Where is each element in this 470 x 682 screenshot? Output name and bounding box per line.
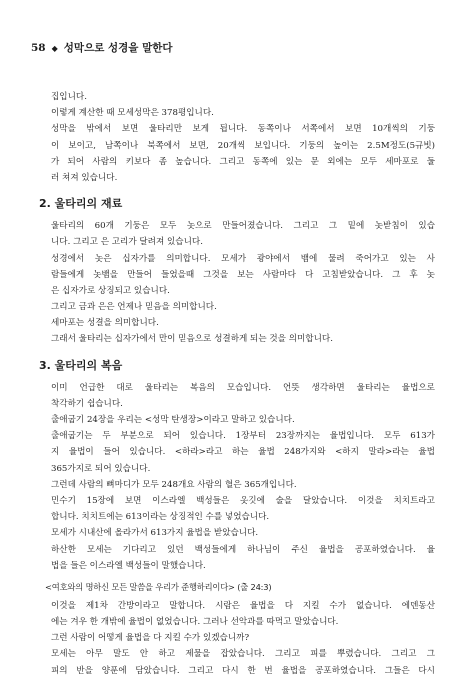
text-line: 합니다. 치치트에는 613이라는 상징적인 수를 넣었습니다. (51, 512, 270, 523)
text-line: 출애굽기는 두 부분으로 되어 있습니다. 1장부터 23장까지는 율법입니다. 모두 613가 (51, 431, 435, 442)
text-line: 모세는 아무 말도 안 하고 제물을 잡았습니다. 그리고 피를 뿌렸습니다. 그리고 그 (51, 649, 435, 660)
text-line: 법을 들은 이스라엘 백성들이 말했습니다. (51, 560, 206, 571)
text-line: 에는 겨우 한 개밖에 율법이 없었습니다. 그러나 선악과를 따먹고 말았습니다. (51, 617, 339, 628)
running-header (31, 40, 173, 55)
text-line: 이것을 제1차 간방이라고 말합니다. 시람은 율법을 다 지킬 수가 없습니다. 에덴동산 (51, 600, 435, 611)
text-line: 이미 언급한 대로 울타리는 복음의 모습입니다. 언뜻 생각하면 울타리는 율법으로 (51, 382, 435, 393)
text-line: 피의 반을 양푼에 담았습니다. 그리고 다시 한 번 율법을 공포하였습니다. 그들은 다시 (51, 665, 435, 676)
text-line: 은 십자가로 상징되고 있습니다. (51, 285, 170, 296)
text-line: 하산한 모세는 기다리고 있던 백성들에게 하나님이 주신 율법을 공포하였습니다. 율 (51, 544, 435, 555)
page-body (39, 89, 435, 679)
scripture-quote: <여호와의 명하신 모든 말씀을 우리가 준행하리이다> (출 24:3) (45, 581, 272, 592)
text-line: 그런 사람이 어떻게 율법을 다 지킬 수가 있겠습니까? (51, 633, 250, 644)
text-line: 이 보이고, 남쪽이나 북쪽에서 보면, 20개씩 보입니다. 기둥의 높이는 2.5M정도(5규빗) (51, 140, 435, 151)
text-line: 집입니다. (51, 92, 87, 102)
text-line: 지 율법이 들어 있습니다. <하라>라고 하는 율법 248가지와 <하지 말라>라는 율법 (51, 447, 435, 458)
text-line: 이렇게 계산한 때 모세성막은 378평입니다. (51, 108, 214, 119)
text-line: 그런데 사람의 뼈마디가 모두 248개요 사람의 혈은 365개입니다. (51, 479, 297, 490)
text-line: 람들에게 놋뱀을 만들어 들었을때 그것을 보는 사람마다 다 고침받았습니다. 그 후 놋 (51, 269, 435, 280)
text-line: 모세가 시내산에 올라가서 613가지 율법을 받았습니다. (51, 528, 259, 539)
text-line: 성경에서 놋은 십자가를 의미합니다. 모세가 광야에서 뱀에 물려 죽어가고 있는 사 (51, 253, 435, 264)
section-heading: 2. 울타리의 재료 (39, 197, 123, 211)
section-heading: 3. 울타리의 복음 (39, 358, 123, 372)
text-line: 러 쳐져 있습니다. (51, 172, 118, 183)
text-line: 민수기 15장에 보면 이스라엘 백성들은 옷깃에 술을 달았습니다. 이것을 치치트라고 (51, 495, 435, 506)
text-line: 그래서 울타리는 십자가에서 만이 믿음으로 성결하게 되는 것을 의미합니다. (51, 334, 333, 345)
text-line: 니다. 그리고 은 고리가 달려져 있습니다. (51, 237, 203, 248)
diamond-bullet-icon: ◆ (51, 42, 58, 53)
book-title: 성막으로 성경을 말한다 (63, 42, 173, 54)
text-line: 착각하기 쉽습니다. (51, 398, 123, 409)
text-line: 성막을 밖에서 보면 울타리만 보게 됩니다. 동쪽이나 서쪽에서 보면 10개씩의 기둥 (51, 124, 435, 135)
text-line: 가 되어 사람의 키보다 좀 높습니다. 그리고 동쪽에 있는 문 외에는 모두 세마포로 둘 (51, 156, 435, 167)
text-line: 울타리의 60개 기둥은 모두 놋으로 만들어졌습니다. 그리고 그 밑에 놋받침이 있습 (51, 221, 435, 232)
text-line: 세마포는 성결을 의미합니다. (51, 318, 159, 329)
text-line: 출애굽기 24장을 우리는 <성막 탄생장>이라고 말하고 있습니다. (51, 415, 295, 425)
text-line: 365가지로 되어 있습니다. (51, 463, 151, 474)
text-line: 그리고 금과 은은 언제나 믿음을 의미합니다. (51, 302, 217, 313)
page-number: 58 (31, 41, 46, 54)
